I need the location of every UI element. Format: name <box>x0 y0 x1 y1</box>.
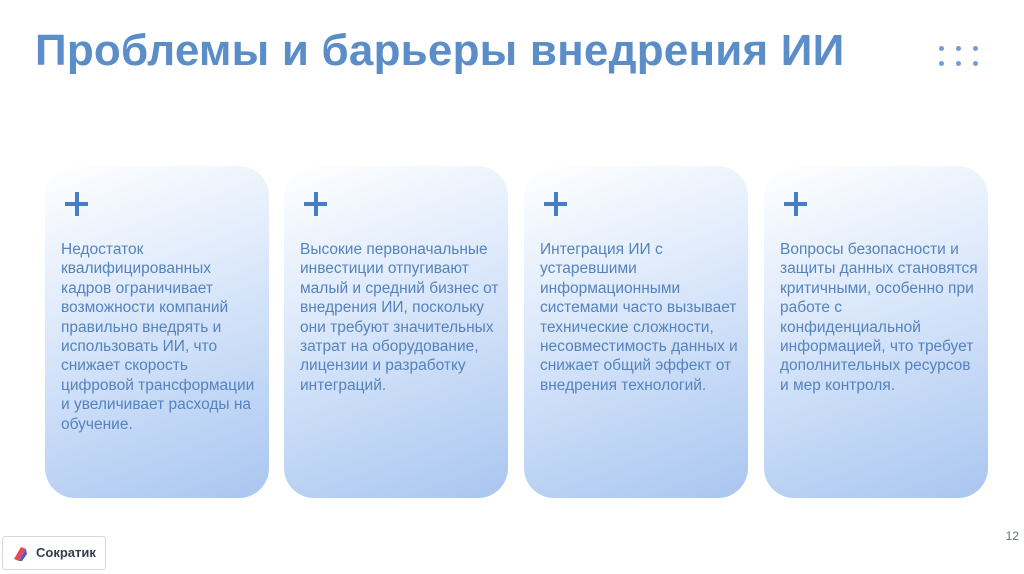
card-data-security <box>764 166 988 498</box>
slide-title: Проблемы и барьеры внедрения ИИ <box>35 26 845 75</box>
brand-name: Сократик <box>36 545 96 560</box>
plus-icon <box>784 192 810 218</box>
sokratik-logo-icon <box>12 545 28 562</box>
page-number: 12 <box>1005 529 1019 543</box>
brand-logo[interactable] <box>2 536 106 570</box>
plus-icon <box>65 192 91 218</box>
card-high-investment <box>284 166 508 498</box>
card-text: Вопросы безопасности и защиты данных становятся критичными, особенно при работе с конфиденциальной информацией, что требует дополнительных ресурсов и мер контроля. <box>780 241 978 394</box>
plus-icon <box>304 192 330 218</box>
card-text: Интеграция ИИ с устаревшими информационными системами часто вызывает технические сложности, несовместимость данных и снижает общий эффект от внедрения технологий. <box>540 241 738 394</box>
dots-decoration-icon <box>939 46 985 68</box>
card-staff-shortage <box>45 166 269 498</box>
card-text: Высокие первоначальные инвестиции отпугивают малый и средний бизнес от внедрения ИИ, поскольку они требуют значительных затрат на оборудование, лицензии и разработку интеграций. <box>300 241 499 394</box>
plus-icon <box>544 192 570 218</box>
card-text: Недостаток квалифицированных кадров ограничивает возможности компаний правильно внедрять и использовать ИИ, что снижает скорость цифровой трансформации и увеличивает расходы на обучение. <box>61 241 255 433</box>
card-legacy-integration <box>524 166 748 498</box>
